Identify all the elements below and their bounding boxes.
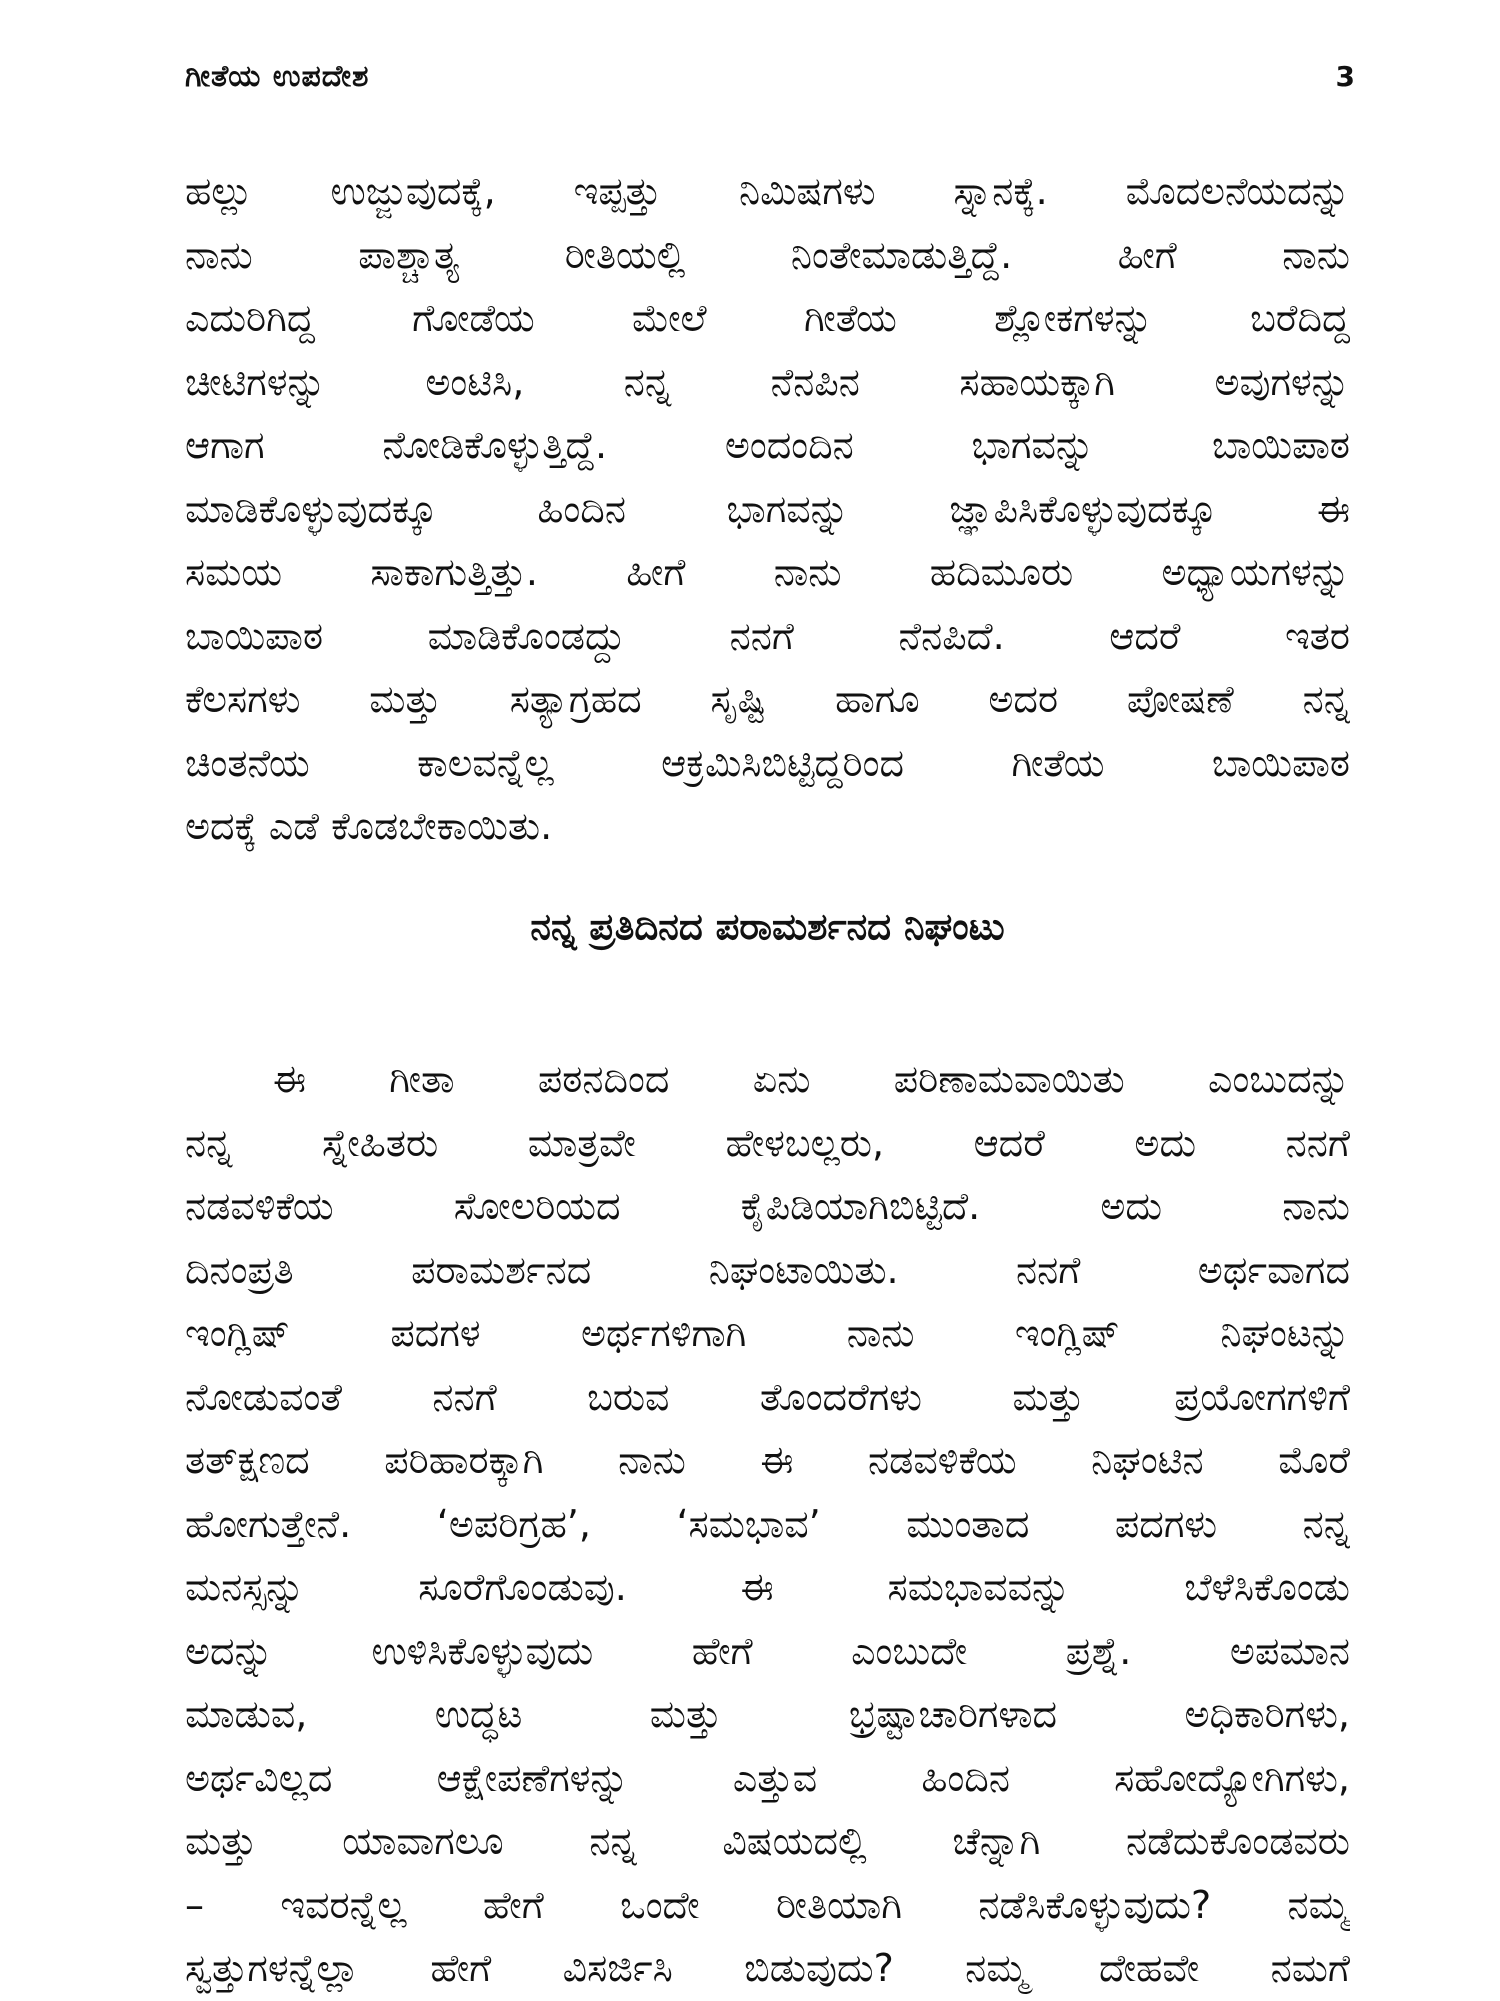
- text-line: ಅದನ್ನು ಉಳಿಸಿಕೊಳ್ಳುವುದು ಹೇಗೆ ಎಂಬುದೇ ಪ್ರಶ್ನೆ. ಅಪಮಾನ: [185, 1628, 1350, 1673]
- paragraph-2: [185, 1048, 1350, 2001]
- text-line: ನಾನು ಪಾಶ್ಚಾತ್ಯ ರೀತಿಯಲ್ಲಿ ನಿಂತೇಮಾಡುತ್ತಿದ್ದೆ. ಹೀಗೆ ನಾನು: [185, 232, 1350, 277]
- text-line: ಹಲ್ಲು ಉಜ್ಜುವುದಕ್ಕೆ, ಇಪ್ಪತ್ತು ನಿಮಿಷಗಳು ಸ್ನಾನಕ್ಕೆ. ಮೊದಲನೆಯದನ್ನು: [185, 169, 1350, 213]
- text-line: ಕೆಲಸಗಳು ಮತ್ತು ಸತ್ಯಾಗ್ರಹದ ಸೃಷ್ಟಿ ಹಾಗೂ ಅದರ ಪೋಷಣೆ ನನ್ನ: [185, 677, 1350, 721]
- text-line: ಮತ್ತು ಯಾವಾಗಲೂ ನನ್ನ ವಿಷಯದಲ್ಲಿ ಚೆನ್ನಾಗಿ ನಡೆದುಕೊಂಡವರು: [185, 1819, 1350, 1863]
- text-line: ಚಿಂತನೆಯ ಕಾಲವನ್ನೆಲ್ಲ ಆಕ್ರಮಿಸಿಬಿಟ್ಟಿದ್ದರಿಂದ ಗೀತೆಯ ಬಾಯಿಪಾಠ: [185, 740, 1350, 785]
- text-line: ಅರ್ಥವಿಲ್ಲದ ಆಕ್ಷೇಪಣೆಗಳನ್ನು ಎತ್ತುವ ಹಿಂದಿನ ಸಹೋದ್ಯೋಗಿಗಳು,: [185, 1755, 1350, 1800]
- text-line: ಹೋಗುತ್ತೇನೆ. ‘ಅಪರಿಗ್ರಹ’, ‘ಸಮಭಾವ’ ಮುಂತಾದ ಪದಗಳು ನನ್ನ: [185, 1501, 1350, 1546]
- text-line: ಇಂಗ್ಲಿಷ್ ಪದಗಳ ಅರ್ಥಗಳಿಗಾಗಿ ನಾನು ಇಂಗ್ಲಿಷ್ ನಿಘಂಟನ್ನು: [185, 1311, 1350, 1355]
- text-line: ಮನಸ್ಸನ್ನು ಸೂರೆಗೊಂಡುವು. ಈ ಸಮಭಾವವನ್ನು ಬೆಳೆಸಿಕೊಂಡು: [185, 1565, 1350, 1609]
- text-line: – ಇವರನ್ನೆಲ್ಲ ಹೇಗೆ ಒಂದೇ ರೀತಿಯಾಗಿ ನಡೆಸಿಕೊಳ್ಳುವುದು? ನಮ್ಮ: [185, 1882, 1350, 1927]
- text-line: ಸ್ವತ್ತುಗಳನ್ನೆಲ್ಲಾ ಹೇಗೆ ವಿಸರ್ಜಿಸಿ ಬಿಡುವುದು? ನಮ್ಮ ದೇಹವೇ ನಮಗೆ: [185, 1946, 1350, 1990]
- text-line: ತತ್‌ಕ್ಷಣದ ಪರಿಹಾರಕ್ಕಾಗಿ ನಾನು ಈ ನಡವಳಿಕೆಯ ನಿಘಂಟಿನ ಮೊರೆ: [185, 1438, 1350, 1482]
- text-line: ನನ್ನ ಸ್ನೇಹಿತರು ಮಾತ್ರವೇ ಹೇಳಬಲ್ಲರು, ಆದರೆ ಅದು ನನಗೆ: [185, 1120, 1350, 1165]
- text-line: ಈ ಗೀತಾ ಪಠನದಿಂದ ಏನು ಪರಿಣಾಮವಾಯಿತು ಎಂಬುದನ್ನು: [273, 1057, 1350, 1101]
- text-line: ನಡವಳಿಕೆಯ ಸೋಲರಿಯದ ಕೈಪಿಡಿಯಾಗಿಬಿಟ್ಟಿದೆ. ಅದು ನಾನು: [185, 1184, 1350, 1228]
- text-line: ಚೀಟಿಗಳನ್ನು ಅಂಟಿಸಿ, ನನ್ನ ನೆನಪಿನ ಸಹಾಯಕ್ಕಾಗಿ ಅವುಗಳನ್ನು: [185, 359, 1350, 404]
- paragraph-1: [185, 160, 1350, 859]
- text-line: ಮಾಡುವ, ಉದ್ಧಟ ಮತ್ತು ಭ್ರಷ್ಟಾಚಾರಿಗಳಾದ ಅಧಿಕಾರಿಗಳು,: [185, 1692, 1350, 1736]
- running-header: [185, 52, 1355, 100]
- text-line: ಸಮಯ ಸಾಕಾಗುತ್ತಿತ್ತು. ಹೀಗೆ ನಾನು ಹದಿಮೂರು ಅಧ್ಯಾಯಗಳನ್ನು: [185, 550, 1350, 594]
- text-line: ಮಾಡಿಕೊಳ್ಳುವುದಕ್ಕೂ ಹಿಂದಿನ ಭಾಗವನ್ನು ಜ್ಞಾಪಿಸಿಕೊಳ್ಳುವುದಕ್ಕೂ ಈ: [185, 486, 1350, 531]
- book-title: ಗೀತೆಯ ಉಪದೇಶ: [185, 58, 370, 94]
- text-line: ಆಗಾಗ ನೋಡಿಕೊಳ್ಳುತ್ತಿದ್ದೆ. ಅಂದಂದಿನ ಭಾಗವನ್ನು ಬಾಯಿಪಾಠ: [185, 423, 1350, 467]
- text-line: ಎದುರಿಗಿದ್ದ ಗೋಡೆಯ ಮೇಲೆ ಗೀತೆಯ ಶ್ಲೋಕಗಳನ್ನು ಬರೆದಿದ್ದ: [185, 296, 1350, 340]
- page-number: 3: [1335, 59, 1355, 93]
- text-line: ದಿನಂಪ್ರತಿ ಪರಾಮರ್ಶನದ ನಿಘಂಟಾಯಿತು. ನನಗೆ ಅರ್ಥವಾಗದ: [185, 1247, 1350, 1292]
- section-heading: ನನ್ನ ಪ್ರತಿದಿನದ ಪರಾಮರ್ಶನದ ನಿಘಂಟು: [530, 905, 1005, 948]
- text-line: ನೋಡುವಂತೆ ನನಗೆ ಬರುವ ತೊಂದರೆಗಳು ಮತ್ತು ಪ್ರಯೋಗಗಳಿಗೆ: [185, 1374, 1350, 1419]
- text-line: ಅದಕ್ಕೆ ಎಡೆ ಕೊಡಬೇಕಾಯಿತು.: [185, 804, 553, 848]
- text-line: ಬಾಯಿಪಾಠ ಮಾಡಿಕೊಂಡದ್ದು ನನಗೆ ನೆನಪಿದೆ. ಆದರೆ ಇತರ: [185, 613, 1350, 658]
